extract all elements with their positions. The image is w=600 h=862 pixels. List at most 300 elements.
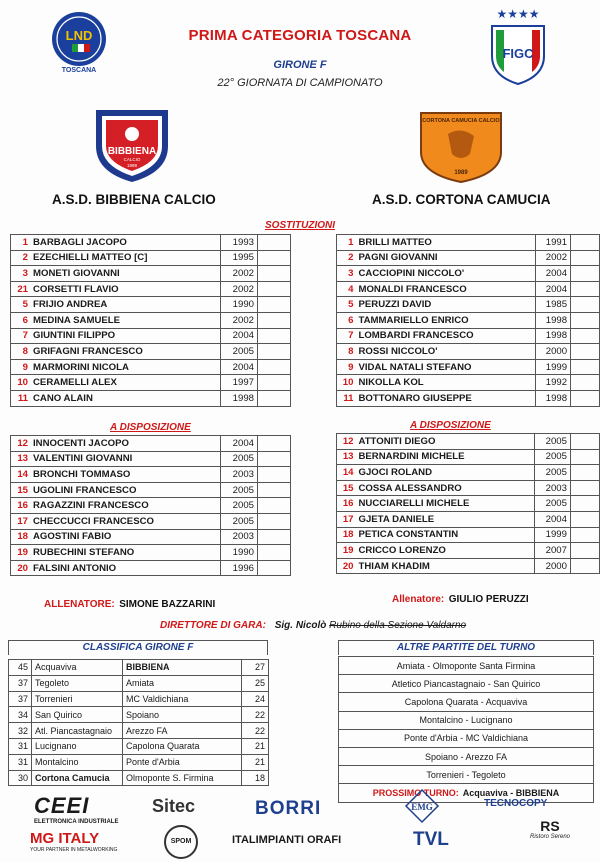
roster-row [337, 496, 600, 512]
standings-points: 30 [9, 770, 32, 786]
player-birth-year: 2003 [221, 467, 258, 483]
standings-points: 21 [242, 738, 269, 754]
player-number: 3 [337, 266, 356, 282]
substitution-cell [258, 390, 291, 406]
substitution-cell [571, 375, 600, 391]
player-number: 9 [11, 359, 31, 375]
substitution-cell [258, 560, 291, 576]
substitution-cell [571, 266, 600, 282]
roster-row [337, 359, 600, 375]
roster-row [11, 482, 291, 498]
standings-team: Cortona Camucia [32, 770, 123, 786]
substitution-cell [258, 312, 291, 328]
other-match: Atletico Piancastagnaio - San Quirico [339, 675, 594, 693]
standings-points: 37 [9, 691, 32, 707]
player-name: MARMORINI NICOLA [30, 359, 221, 375]
player-number: 19 [337, 543, 356, 559]
player-birth-year: 2005 [221, 344, 258, 360]
away-bench-label: A DISPOSIZIONE [410, 420, 491, 431]
player-number: 6 [11, 312, 31, 328]
roster-row [11, 375, 291, 391]
other-match-row [339, 675, 594, 693]
cortona-crest-text: CORTONA CAMUCIA CALCIO [422, 118, 500, 124]
standings-team: Spoiano [123, 707, 242, 723]
lnd-logo-text: LND [65, 28, 93, 43]
other-match: Montalcino - Lucignano [339, 711, 594, 729]
substitution-cell [258, 266, 291, 282]
away-starters-table [336, 234, 600, 407]
player-number: 18 [337, 527, 356, 543]
player-name: VALENTINI GIOVANNI [30, 451, 221, 467]
player-name: MONETI GIOVANNI [30, 266, 221, 282]
substitution-cell [570, 558, 599, 574]
player-birth-year: 2005 [535, 449, 571, 465]
roster-row [11, 467, 291, 483]
player-name: PAGNI GIOVANNI [355, 250, 535, 266]
roster-row [337, 250, 600, 266]
substitution-cell [571, 390, 600, 406]
substitution-cell [571, 250, 600, 266]
player-birth-year: 1990 [221, 297, 258, 313]
home-bench-table [10, 435, 291, 576]
standings-row [9, 691, 269, 707]
player-name: CANO ALAIN [30, 390, 221, 406]
away-bench-table [336, 433, 600, 574]
other-match-row [339, 766, 594, 784]
player-birth-year: 2004 [535, 281, 571, 297]
sponsor-rs [520, 818, 580, 840]
other-match-row [339, 711, 594, 729]
home-team-name: A.S.D. BIBBIENA CALCIO [52, 192, 216, 207]
standings-team: Montalcino [32, 754, 123, 770]
player-name: TAMMARIELLO ENRICO [355, 312, 535, 328]
altre-partite-title: ALTRE PARTITE DEL TURNO [396, 642, 536, 653]
player-name: CORSETTI FLAVIO [30, 281, 221, 297]
sponsor-sitec: Sitec [152, 796, 196, 816]
player-name: MEDINA SAMUELE [30, 312, 221, 328]
standings-team: Atl. Piancastagnaio [32, 723, 123, 739]
standings-points: 45 [9, 660, 32, 676]
sponsor-ceei-logo: CEEI [34, 793, 90, 818]
standings-points: 25 [242, 675, 269, 691]
other-match: Capolona Quarata - Acquaviva [339, 693, 594, 711]
roster-row [337, 312, 600, 328]
away-coach-label: Allenatore: [392, 594, 445, 605]
player-birth-year: 1997 [221, 375, 258, 391]
sponsor-spom [164, 825, 198, 859]
other-match-row [339, 747, 594, 765]
sponsor-tecnocopy: TECNOCOPY [484, 798, 548, 809]
other-match-row [339, 657, 594, 675]
player-name: CHECCUCCI FRANCESCO [30, 513, 221, 529]
standings-team: Acquaviva [32, 660, 123, 676]
standings-team: MC Valdichiana [123, 691, 242, 707]
substitution-cell [570, 496, 599, 512]
roster-row [337, 465, 600, 481]
player-birth-year: 2000 [535, 558, 571, 574]
sponsor-borri: BORRI [255, 798, 322, 819]
player-name: BARBAGLI JACOPO [30, 235, 221, 251]
roster-row [11, 513, 291, 529]
roster-row [11, 266, 291, 282]
substitution-cell [258, 451, 291, 467]
standings-row [9, 754, 269, 770]
player-birth-year: 2004 [221, 359, 258, 375]
player-number: 5 [337, 297, 356, 313]
player-birth-year: 2004 [535, 511, 571, 527]
standings-points: 18 [242, 770, 269, 786]
substitution-cell [571, 344, 600, 360]
roster-row [337, 558, 600, 574]
roster-row [337, 266, 600, 282]
standings-points: 21 [242, 754, 269, 770]
altre-partite-table [338, 656, 594, 803]
player-name: GJOCI ROLAND [355, 465, 534, 481]
player-birth-year: 2004 [221, 436, 258, 452]
player-birth-year: 2002 [221, 312, 258, 328]
roster-row [11, 344, 291, 360]
player-name: BERNARDINI MICHELE [355, 449, 534, 465]
bibbiena-crest-year: 1999 [126, 163, 138, 168]
player-number: 14 [11, 467, 31, 483]
player-birth-year: 2004 [221, 328, 258, 344]
player-name: THIAM KHADIM [355, 558, 534, 574]
other-match: Torrenieri - Tegoleto [339, 766, 594, 784]
standings-points: 37 [9, 675, 32, 691]
roster-row [337, 543, 600, 559]
girone-label: GIRONE F [273, 59, 327, 71]
sponsor-mgitaly [30, 830, 126, 853]
altre-partite-box [338, 640, 594, 655]
roster-row [337, 281, 600, 297]
standings-row [9, 770, 269, 786]
standings-row [9, 660, 269, 676]
player-birth-year: 2003 [221, 529, 258, 545]
player-number: 20 [337, 558, 356, 574]
substitution-cell [258, 250, 291, 266]
player-number: 20 [11, 560, 31, 576]
roster-row [11, 250, 291, 266]
home-coach-name: SIMONE BAZZARINI [119, 599, 216, 610]
roster-row [337, 375, 600, 391]
player-birth-year: 1998 [535, 328, 571, 344]
sostituzioni-label: SOSTITUZIONI [265, 220, 335, 231]
standings-row [9, 738, 269, 754]
player-number: 17 [337, 511, 356, 527]
player-birth-year: 2000 [535, 344, 571, 360]
substitution-cell [258, 344, 291, 360]
roster-row [11, 235, 291, 251]
sponsor-rs-logo: RS [540, 818, 560, 834]
substitution-cell [258, 359, 291, 375]
home-starters-table [10, 234, 291, 407]
player-number: 6 [337, 312, 356, 328]
roster-row [11, 560, 291, 576]
player-name: NIKOLLA KOL [355, 375, 535, 391]
other-match-row [339, 693, 594, 711]
player-birth-year: 2005 [221, 513, 258, 529]
bibbiena-crest-sub: CALCIO [123, 157, 141, 162]
sponsor-emg [404, 788, 440, 824]
player-number: 15 [337, 480, 356, 496]
player-birth-year: 2007 [535, 543, 571, 559]
standings-points: 27 [242, 660, 269, 676]
sponsor-mgitaly-sub: YOUR PARTNER IN METALWORKING [30, 847, 118, 853]
player-name: GRIFAGNI FRANCESCO [30, 344, 221, 360]
standings-points: 32 [9, 723, 32, 739]
roster-row [11, 312, 291, 328]
roster-row [337, 434, 600, 450]
player-number: 11 [337, 390, 356, 406]
sponsor-italimpianti: ITALIMPIANTI ORAFI [232, 834, 342, 846]
figc-logo [484, 6, 552, 86]
roster-row [11, 359, 291, 375]
sponsor-ceei [34, 793, 130, 825]
away-coach-name: GIULIO PERUZZI [448, 594, 529, 605]
substitution-cell [258, 235, 291, 251]
player-name: INNOCENTI JACOPO [30, 436, 221, 452]
standings-points: 31 [9, 754, 32, 770]
standings-team: Capolona Quarata [123, 738, 242, 754]
player-number: 1 [337, 235, 356, 251]
player-number: 14 [337, 465, 356, 481]
player-name: ATTONITI DIEGO [355, 434, 534, 450]
player-number: 13 [337, 449, 356, 465]
standings-team: Ponte d'Arbia [123, 754, 242, 770]
player-name: GIUNTINI FILIPPO [30, 328, 221, 344]
roster-row [337, 328, 600, 344]
roster-row [337, 297, 600, 313]
substitution-cell [258, 498, 291, 514]
player-name: CERAMELLI ALEX [30, 375, 221, 391]
player-number: 21 [11, 281, 31, 297]
next-match [339, 784, 594, 802]
standings-row [9, 707, 269, 723]
substitution-cell [570, 527, 599, 543]
player-name: RUBECHINI STEFANO [30, 545, 221, 561]
sponsor-mgitaly-logo: MG ITALY [30, 830, 100, 847]
substitution-cell [570, 543, 599, 559]
figc-logo-text: FIGC [502, 46, 534, 61]
player-name: UGOLINI FRANCESCO [30, 482, 221, 498]
player-birth-year: 2002 [221, 266, 258, 282]
standings-team: BIBBIENA [123, 660, 242, 676]
standings-team: Amiata [123, 675, 242, 691]
standings-team: San Quirico [32, 707, 123, 723]
player-number: 5 [11, 297, 31, 313]
player-name: GJETA DANIELE [355, 511, 534, 527]
roster-row [337, 344, 600, 360]
substitution-cell [570, 449, 599, 465]
roster-row [11, 281, 291, 297]
substitution-cell [570, 480, 599, 496]
roster-row [11, 451, 291, 467]
sponsor-tvl: TVL [413, 829, 449, 850]
roster-row [11, 498, 291, 514]
player-birth-year: 1992 [535, 375, 571, 391]
standings-points: 34 [9, 707, 32, 723]
page-title: PRIMA CATEGORIA TOSCANA [188, 27, 412, 44]
home-bench-label: A DISPOSIZIONE [110, 422, 191, 433]
player-birth-year: 1993 [221, 235, 258, 251]
player-number: 8 [11, 344, 31, 360]
player-birth-year: 2005 [535, 496, 571, 512]
substitution-cell [571, 359, 600, 375]
lnd-logo-sub: TOSCANA [61, 67, 97, 74]
roster-row [337, 449, 600, 465]
player-birth-year: 1991 [535, 235, 571, 251]
standings-team: Olmoponte S. Firmina [123, 770, 242, 786]
roster-row [11, 328, 291, 344]
player-number: 12 [11, 436, 31, 452]
player-number: 15 [11, 482, 31, 498]
player-name: RAGAZZINI FRANCESCO [30, 498, 221, 514]
roster-row [11, 390, 291, 406]
substitution-cell [258, 281, 291, 297]
substitution-cell [570, 511, 599, 527]
bibbiena-crest [92, 106, 172, 184]
other-match: Amiata - Olmoponte Santa Firmina [339, 657, 594, 675]
sponsor-ceei-sub: ELETTRONICA INDUSTRIALE [34, 819, 119, 825]
player-name: NUCCIARELLI MICHELE [355, 496, 534, 512]
player-number: 3 [11, 266, 31, 282]
other-match: Ponte d'Arbia - MC Valdichiana [339, 729, 594, 747]
sponsor-emg-text: EMG [411, 802, 433, 812]
cortona-crest-year: 1989 [454, 170, 468, 176]
player-birth-year: 1995 [221, 250, 258, 266]
substitution-cell [258, 467, 291, 483]
substitution-cell [571, 312, 600, 328]
substitution-cell [258, 328, 291, 344]
player-birth-year: 1999 [535, 359, 571, 375]
away-team-name: A.S.D. CORTONA CAMUCIA [372, 192, 551, 207]
player-name: VIDAL NATALI STEFANO [355, 359, 535, 375]
player-number: 10 [337, 375, 356, 391]
standings-team: Tegoleto [32, 675, 123, 691]
classifica-box [8, 640, 268, 655]
substitution-cell [258, 529, 291, 545]
next-match-label: PROSSIMO TURNO: [372, 787, 459, 798]
player-birth-year: 2005 [221, 498, 258, 514]
player-name: CACCIOPINI NICCOLO' [355, 266, 535, 282]
substitution-cell [258, 436, 291, 452]
player-birth-year: 1998 [535, 312, 571, 328]
player-number: 18 [11, 529, 31, 545]
player-name: BRONCHI TOMMASO [30, 467, 221, 483]
roster-row [337, 235, 600, 251]
player-name: BOTTONARO GIUSEPPE [355, 390, 535, 406]
away-coach [392, 589, 529, 607]
player-number: 19 [11, 545, 31, 561]
player-number: 4 [337, 281, 356, 297]
roster-row [337, 527, 600, 543]
player-number: 13 [11, 451, 31, 467]
player-name: BRILLI MATTEO [355, 235, 535, 251]
player-birth-year: 1998 [221, 390, 258, 406]
roster-row [11, 529, 291, 545]
home-coach-label: ALLENATORE: [44, 599, 115, 610]
player-name: ROSSI NICCOLO' [355, 344, 535, 360]
player-name: AGOSTINI FABIO [30, 529, 221, 545]
player-number: 17 [11, 513, 31, 529]
substitution-cell [570, 434, 599, 450]
cortona-crest [418, 110, 504, 184]
player-number: 7 [11, 328, 31, 344]
standings-points: 22 [242, 723, 269, 739]
roster-row [337, 390, 600, 406]
substitution-cell [258, 482, 291, 498]
svg-text:★★★★: ★★★★ [496, 7, 540, 21]
substitution-cell [258, 513, 291, 529]
standings-points: 22 [242, 707, 269, 723]
standings-points: 31 [9, 738, 32, 754]
standings-team: Lucignano [32, 738, 123, 754]
player-name: EZECHIELLI MATTEO [C] [30, 250, 221, 266]
roster-row [337, 480, 600, 496]
player-birth-year: 1999 [535, 527, 571, 543]
substitution-cell [570, 465, 599, 481]
substitution-cell [571, 328, 600, 344]
player-birth-year: 2005 [221, 482, 258, 498]
sponsor-spom-text: SPOM [170, 838, 192, 845]
player-birth-year: 2002 [221, 281, 258, 297]
player-birth-year: 2005 [535, 434, 571, 450]
player-number: 11 [11, 390, 31, 406]
classifica-title: CLASSIFICA GIRONE F [82, 642, 194, 653]
player-number: 12 [337, 434, 356, 450]
player-name: PERUZZI DAVID [355, 297, 535, 313]
bibbiena-crest-text: BIBBIENA [107, 146, 157, 157]
player-number: 16 [337, 496, 356, 512]
roster-row [11, 297, 291, 313]
next-match-value: Acquaviva - BIBBIENA [462, 787, 560, 798]
substitution-cell [571, 281, 600, 297]
player-birth-year: 1996 [221, 560, 258, 576]
player-birth-year: 2004 [535, 266, 571, 282]
referee-label: DIRETTORE DI GARA: [160, 620, 266, 631]
player-number: 2 [337, 250, 356, 266]
player-birth-year: 1990 [221, 545, 258, 561]
standings-row [9, 675, 269, 691]
player-number: 16 [11, 498, 31, 514]
referee-prefix: Sig. Nicolò [274, 620, 330, 631]
player-birth-year: 1985 [535, 297, 571, 313]
roster-row [11, 436, 291, 452]
substitution-cell [258, 375, 291, 391]
player-name: FALSINI ANTONIO [30, 560, 221, 576]
player-name: FRIJIO ANDREA [30, 297, 221, 313]
player-name: MONALDI FRANCESCO [355, 281, 535, 297]
substitution-cell [258, 545, 291, 561]
substitution-cell [258, 297, 291, 313]
player-name: CRICCO LORENZO [355, 543, 534, 559]
other-match-row [339, 729, 594, 747]
player-name: PETICA CONSTANTIN [355, 527, 534, 543]
referee-line [160, 620, 466, 631]
player-birth-year: 2005 [221, 451, 258, 467]
player-number: 2 [11, 250, 31, 266]
substitution-cell [571, 235, 600, 251]
player-number: 7 [337, 328, 356, 344]
standings-team: Torrenieri [32, 691, 123, 707]
roster-row [11, 545, 291, 561]
player-birth-year: 2005 [535, 465, 571, 481]
home-coach [44, 594, 215, 612]
player-number: 10 [11, 375, 31, 391]
standings-team: Arezzo FA [123, 723, 242, 739]
standings-row [9, 723, 269, 739]
player-number: 9 [337, 359, 356, 375]
